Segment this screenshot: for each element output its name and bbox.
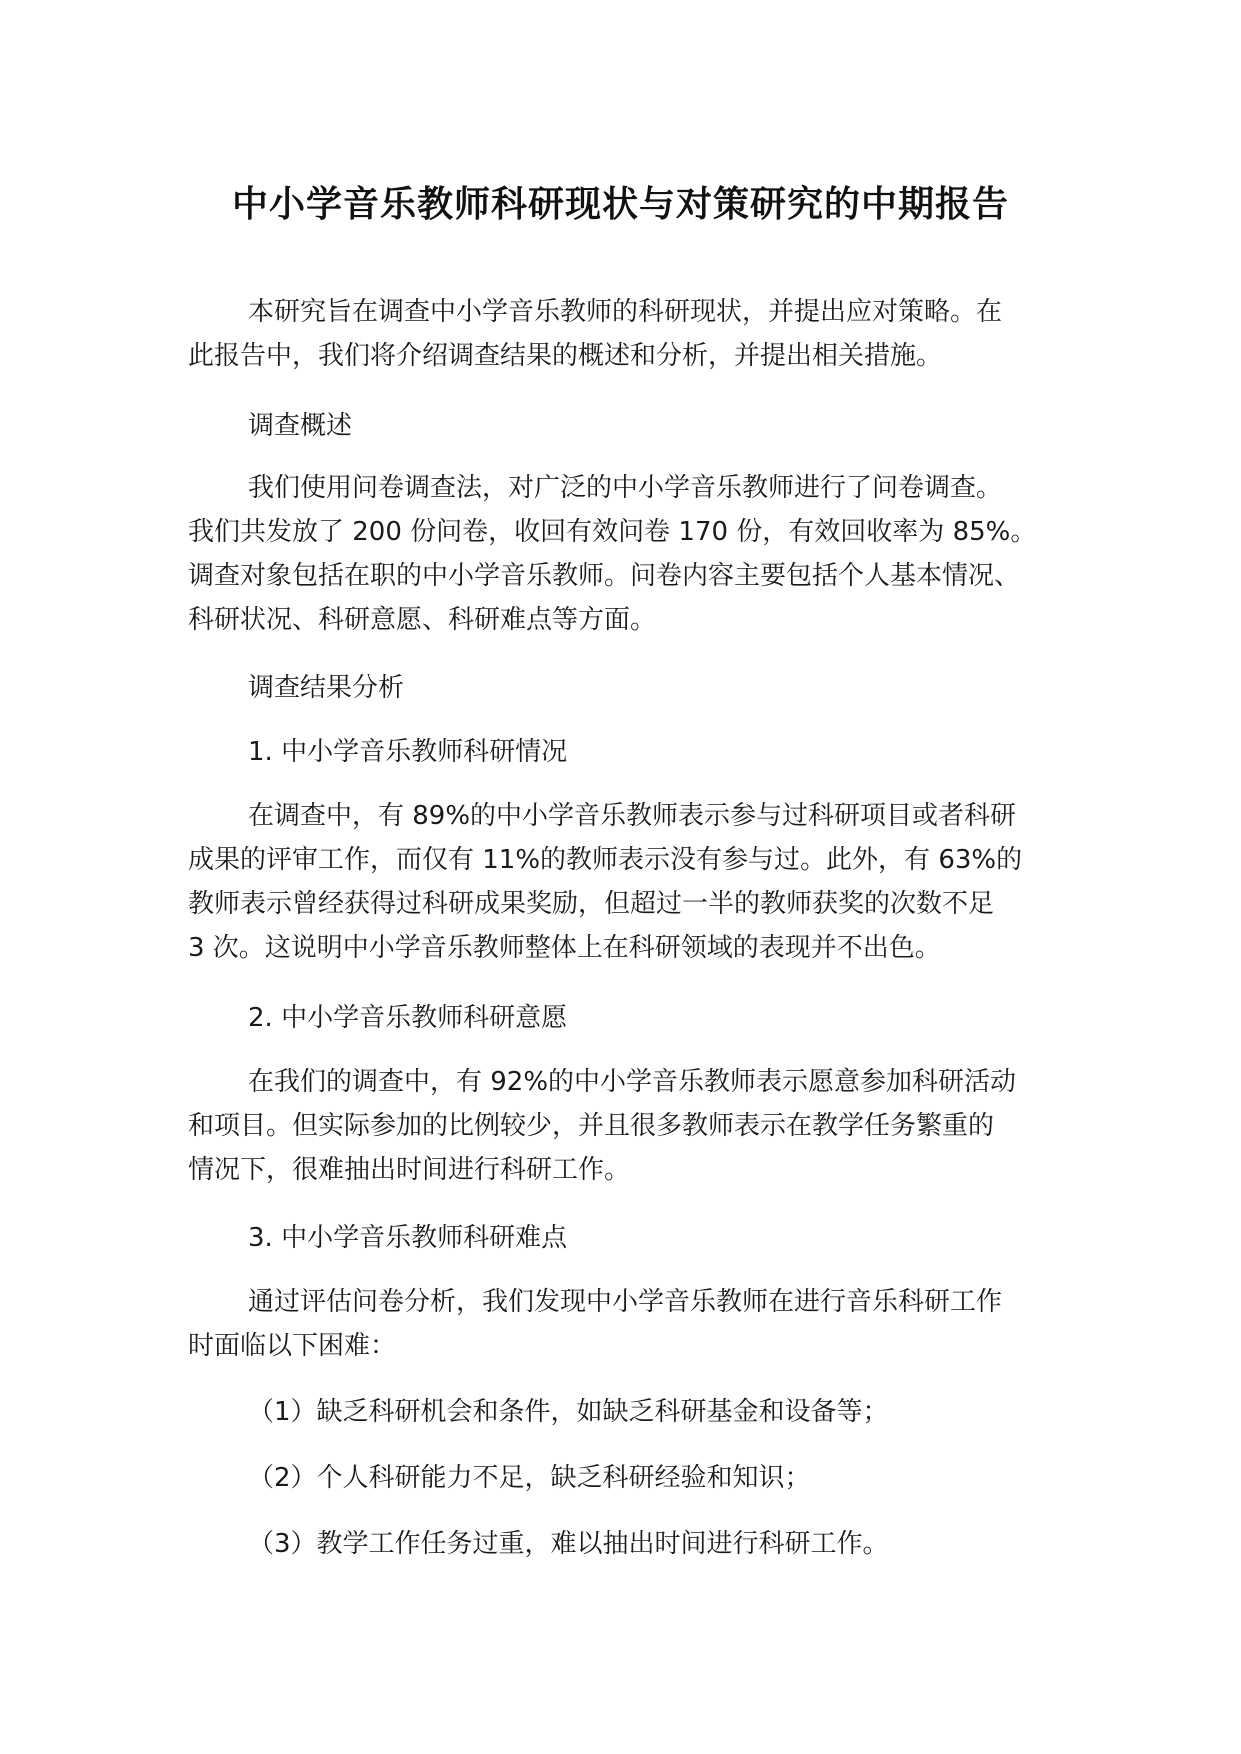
text-line: 本研究旨在调查中小学音乐教师的科研现状，并提出应对策略。在 [248, 297, 1003, 327]
heading-analysis: 调查结果分析 [248, 673, 405, 703]
list-item: （1）缺乏科研机会和条件，如缺乏科研基金和设备等； [248, 1397, 889, 1427]
section1-paragraph [188, 794, 1088, 970]
text-line: 时面临以下困难： [188, 1331, 397, 1361]
page-title: 中小学音乐教师科研现状与对策研究的中期报告 [231, 184, 1009, 225]
section3-title: 3. 中小学音乐教师科研难点 [248, 1223, 568, 1253]
text-line: 教师表示曾经获得过科研成果奖励，但超过一半的教师获奖的次数不足 [188, 889, 995, 919]
intro-paragraph [188, 290, 1088, 378]
text-line: 通过评估问卷分析，我们发现中小学音乐教师在进行音乐科研工作 [248, 1287, 1003, 1317]
text-line: 在我们的调查中，有 92%的中小学音乐教师表示愿意参加科研活动 [248, 1067, 1017, 1097]
text-line: 成果的评审工作，而仅有 11%的教师表示没有参与过。此外，有 63%的 [188, 845, 1023, 875]
text-line: 我们共发放了 200 份问卷，收回有效问卷 170 份，有效回收率为 85%。 [188, 517, 1037, 547]
heading-overview: 调查概述 [248, 411, 353, 441]
text-line: 在调查中，有 89%的中小学音乐教师表示参与过科研项目或者科研 [248, 801, 1017, 831]
section2-paragraph [188, 1060, 1088, 1192]
section3-paragraph [188, 1280, 1088, 1368]
section1-title: 1. 中小学音乐教师科研情况 [248, 737, 568, 767]
text-line: 科研状况、科研意愿、科研难点等方面。 [188, 605, 657, 635]
text-line: 我们使用问卷调查法，对广泛的中小学音乐教师进行了问卷调查。 [248, 473, 1003, 503]
text-line: 情况下，很难抽出时间进行科研工作。 [188, 1155, 631, 1185]
text-line: 和项目。但实际参加的比例较少，并且很多教师表示在教学任务繁重的 [188, 1111, 995, 1141]
list-item: （2）个人科研能力不足，缺乏科研经验和知识； [248, 1463, 811, 1493]
text-line: 此报告中，我们将介绍调查结果的概述和分析，并提出相关措施。 [188, 341, 943, 371]
list-item: （3）教学工作任务过重，难以抽出时间进行科研工作。 [248, 1529, 889, 1559]
section2-title: 2. 中小学音乐教师科研意愿 [248, 1003, 568, 1033]
text-line: 3 次。这说明中小学音乐教师整体上在科研领域的表现并不出色。 [188, 933, 941, 963]
text-line: 调查对象包括在职的中小学音乐教师。问卷内容主要包括个人基本情况、 [188, 561, 1021, 591]
overview-paragraph [188, 466, 1088, 642]
